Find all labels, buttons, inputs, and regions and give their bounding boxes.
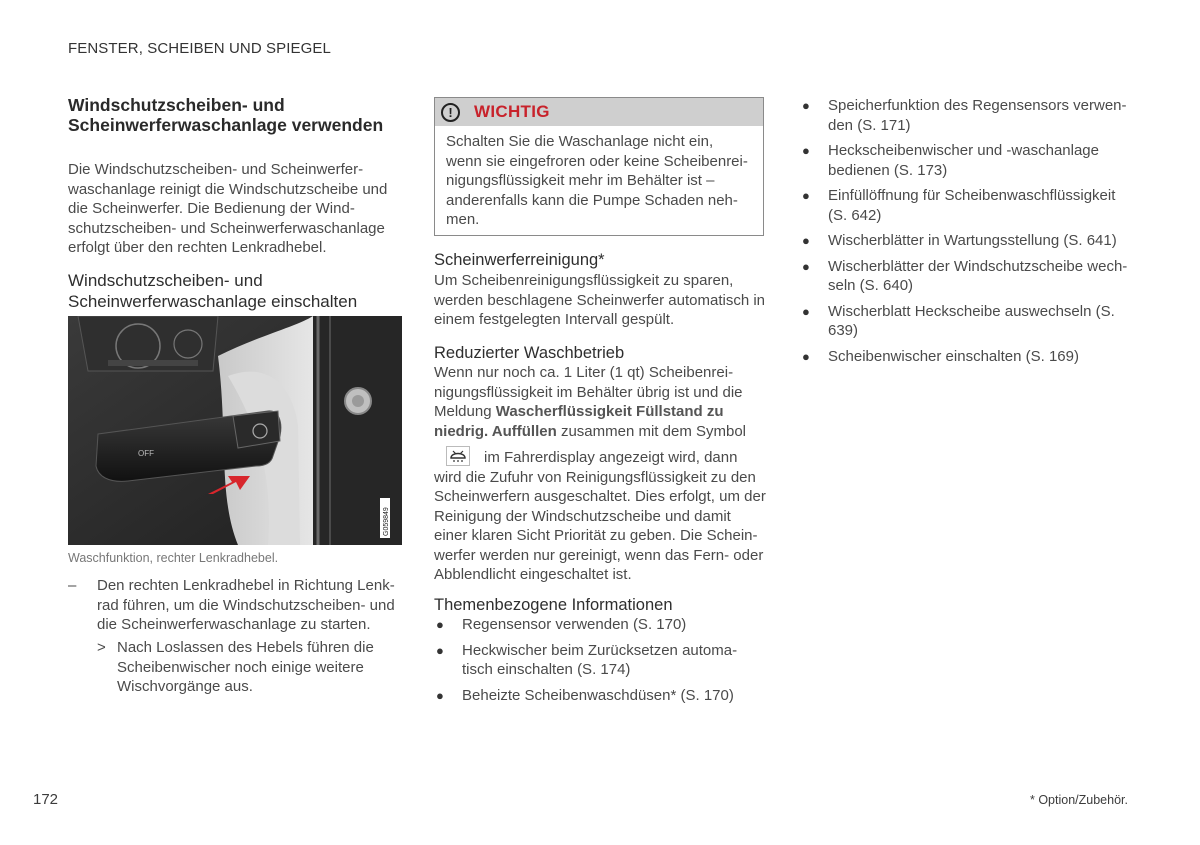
related-link[interactable]: ● Scheibenwischer einschalten (S. 169) — [802, 347, 1079, 365]
reduced-wash-text-b: zusammen mit dem Symbol — [556, 422, 747, 440]
reduced-wash-text-2 — [434, 446, 766, 585]
related-list-1 — [434, 615, 754, 705]
stalk-photo — [68, 316, 402, 545]
heading-reduced-wash: Reduzierter Waschbetrieb — [434, 344, 625, 362]
bullet-icon: ● — [802, 303, 810, 319]
intro-paragraph: Die Windschutzscheiben- und Scheinwerferwaschanlage reinigt die Windschutzscheibe und die Scheinwerfer. Die Bedienung der Windschutzscheiben- und Scheinwerferwaschanlage erfolgt über den rechten Lenkradhebel. — [68, 161, 388, 256]
warning-title: WICHTIG — [474, 102, 550, 121]
step-item — [68, 576, 402, 635]
related-link[interactable]: ● Heckwischer beim Zurücksetzen automatisch einschalten (S. 174) — [436, 641, 738, 678]
related-link[interactable]: ● Regensensor verwenden (S. 170) — [436, 616, 687, 633]
step-dash: – — [68, 577, 77, 594]
bullet-icon: ● — [802, 233, 810, 248]
driver-display-message: Wascherflüssigkeit Füllstand zu niedrig. Auffüllen — [434, 403, 724, 440]
related-link[interactable]: ● Speicherfunktion des Regensensors verwenden (S. 171) — [802, 97, 1127, 134]
heading-related: Themenbezogene Informationen — [434, 596, 673, 614]
related-link[interactable]: ● Heckscheibenwischer und -waschanlage bedienen (S. 173) — [802, 142, 1099, 179]
bullet-icon: ● — [802, 348, 810, 364]
image-code: G059849 — [383, 507, 390, 536]
bullet-icon: ● — [802, 188, 810, 203]
page-heading: Windschutzscheiben- und Scheinwerferwaschanlage verwenden — [68, 95, 384, 135]
subheading-activate: Windschutzscheiben- und Scheinwerferwaschanlage einschalten — [68, 271, 358, 311]
image-caption: Waschfunktion, rechter Lenkradhebel. — [68, 551, 279, 565]
step-text: Den rechten Lenkradhebel in Richtung Lenkrad führen, um die Windschutzscheiben- und die Scheinwerferwaschanlage zu starten. — [97, 577, 395, 633]
related-link[interactable]: ● Beheizte Scheibenwaschdüsen* (S. 170) — [436, 686, 734, 704]
warning-header — [435, 98, 763, 126]
related-link[interactable]: ● Wischerblätter in Wartungsstellung (S. 641) — [802, 232, 1117, 249]
result-text: Nach Loslassen des Hebels führen die Scheibenwischer noch einige weitere Wischvorgänge aus. — [117, 639, 374, 695]
reduced-wash-text — [434, 363, 766, 441]
warning-text: Schalten Sie die Waschanlage nicht ein, wenn sie eingefroren oder keine Scheibenreinigungsflüssigkeit mehr im Behälter ist – anderenfalls kann die Pumpe Schaden nehmen. — [446, 133, 748, 228]
related-link[interactable]: ● Wischerblätter der Windschutzscheibe wechseln (S. 640) — [802, 257, 1128, 294]
bullet-icon: ● — [436, 617, 444, 632]
warning-box — [434, 97, 764, 236]
related-list-2 — [800, 96, 1130, 366]
related-link[interactable]: ● Einfüllöffnung für Scheibenwaschflüssigkeit (S. 642) — [802, 187, 1116, 224]
exclamation-icon: ! — [441, 103, 460, 122]
bullet-icon: ● — [436, 687, 444, 703]
footnote: * Option/Zubehör. — [1030, 793, 1128, 807]
page-number: 172 — [33, 791, 59, 808]
reduced-wash-text-a: Wenn nur noch ca. 1 Liter (1 qt) Scheibenreinigungsflüssigkeit im Behälter übrig ist und die Meldung — [434, 364, 743, 420]
bullet-icon: ● — [802, 98, 810, 113]
bullet-icon: ● — [802, 143, 810, 158]
headlamp-cleaning-text: Um Scheibenreinigungsflüssigkeit zu sparen, werden beschlagene Scheinwerfer automatisch in einem festgelegten Intervall gespült. — [434, 272, 766, 328]
related-link[interactable]: ● Wischerblatt Heckscheibe auswechseln (S. 639) — [802, 302, 1115, 339]
svg-text:OFF: OFF — [138, 449, 154, 458]
heading-headlamp-cleaning: Scheinwerferreinigung* — [434, 251, 605, 269]
section-header: FENSTER, SCHEIBEN UND SPIEGEL — [68, 40, 331, 57]
lever-illustration — [68, 316, 402, 545]
bullet-icon: ● — [802, 258, 810, 274]
washer-fluid-icon — [446, 446, 470, 466]
reduced-wash-text-c: im Fahrerdisplay angezeigt wird, dann wird die Zufuhr von Reinigungsflüssigkeit zu den Scheinwerfern ausgeschaltet. Dies erfolgt, um der Reinigung der Windschutzscheibe und damit einer klaren Sicht Priorität zu geben. Die Scheinwerfer werden nur gereinigt, wenn das Fern- oder Abblendlicht eingeschaltet ist. — [434, 449, 766, 583]
result-marker: > — [97, 639, 106, 656]
bullet-icon: ● — [436, 642, 444, 658]
result-item — [97, 638, 402, 697]
